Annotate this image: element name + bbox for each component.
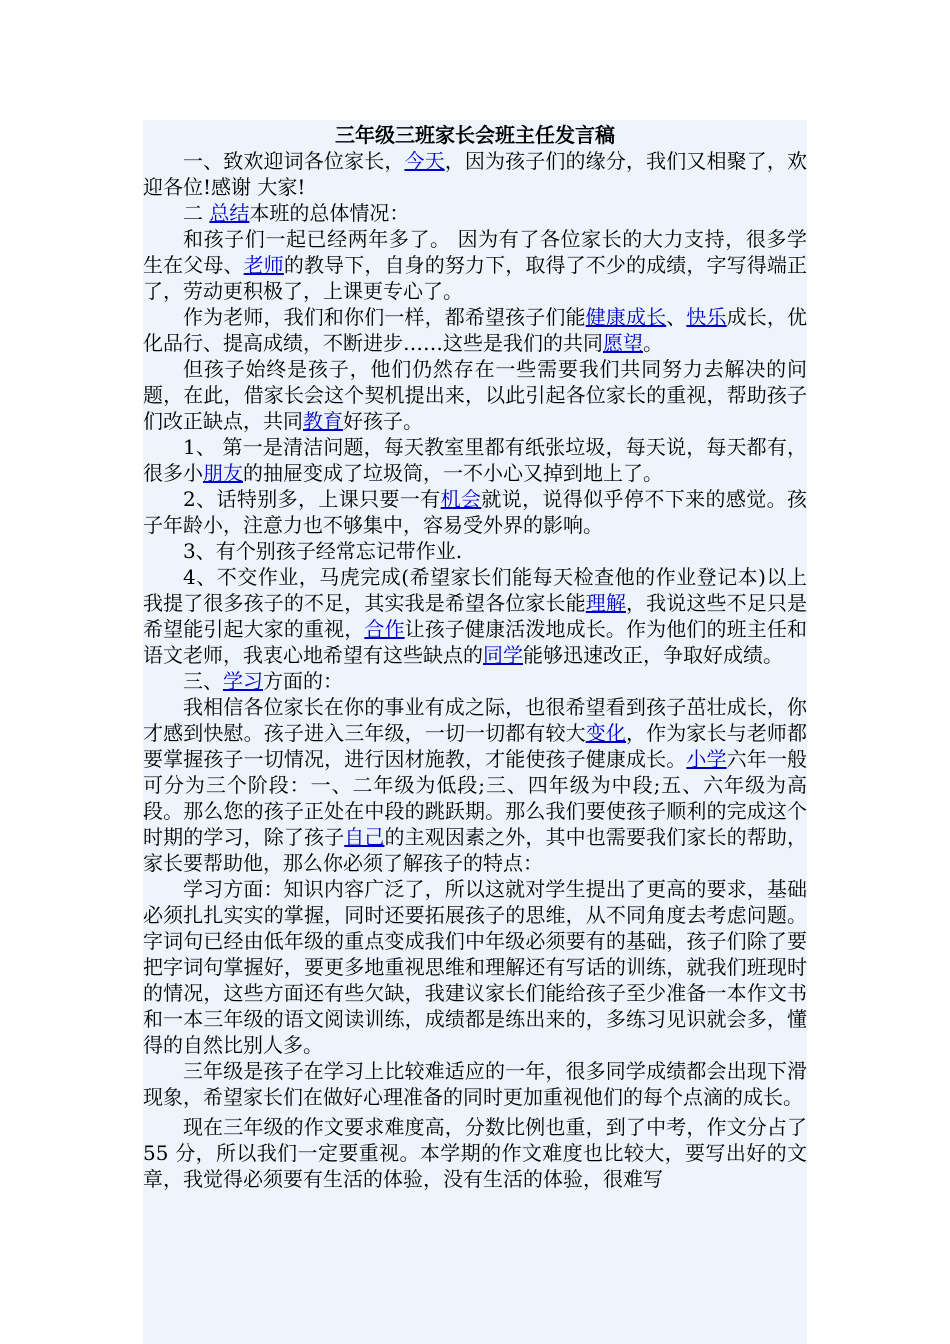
document-page bbox=[143, 120, 807, 1344]
paragraph-text: 方面的： bbox=[263, 669, 343, 693]
paragraph bbox=[143, 1058, 807, 1110]
inline-link[interactable]: 自己 bbox=[344, 825, 385, 849]
inline-link[interactable]: 愿望 bbox=[603, 331, 643, 355]
paragraph bbox=[143, 226, 807, 304]
paragraph-text: 1、 第一是清洁问题，每天教室里都有纸张垃圾，每天说，每天都有，很多小 bbox=[143, 435, 807, 485]
inline-link[interactable]: 健康成长 bbox=[585, 305, 667, 329]
paragraph bbox=[143, 304, 807, 356]
document-body bbox=[143, 148, 807, 1192]
paragraph bbox=[143, 148, 807, 200]
paragraph bbox=[143, 564, 807, 668]
paragraph bbox=[143, 434, 807, 486]
paragraph-text: 2、话特别多，上课只要一有 bbox=[183, 487, 441, 511]
paragraph-text: 六年一般可分为三个阶段：一、二年级为低段;三、四年级为中段;五、六年级为高段。那么您的孩子正处在中段的跳跃期。那么我们要使孩子顺利的完成这个时期的学习，除了孩子 bbox=[143, 747, 807, 849]
document-title: 三年级三班家长会班主任发言稿 bbox=[335, 123, 615, 147]
inline-link[interactable]: 老师 bbox=[243, 253, 284, 277]
paragraph-text: 我相信各位家长在你的事业有成之际，也很希望看到孩子茁壮成长，你才感到快慰。孩子进入三年级，一切一切都有较大 bbox=[143, 695, 807, 745]
paragraph-text: 的抽屉变成了垃圾筒，一不小心又掉到地上了。 bbox=[243, 461, 663, 485]
paragraph bbox=[143, 356, 807, 434]
paragraph-text: 和孩子们一起已经两年多了。 因为有了各位家长的大力支持，很多学生在父母、 bbox=[143, 227, 807, 277]
paragraph bbox=[143, 694, 807, 876]
inline-link[interactable]: 教育 bbox=[303, 409, 343, 433]
paragraph-text: 好孩子。 bbox=[343, 409, 423, 433]
paragraph-text: 的教导下，自身的努力下，取得了不少的成绩，字写得端正了，劳动更积极了，上课更专心了。 bbox=[143, 253, 807, 303]
paragraph-text: 学习方面：知识内容广泛了，所以这就对学生提出了更高的要求，基础必须扎扎实实的掌握，同时还要拓展孩子的思维，从不同角度去考虑问题。字词句已经由低年级的重点变成我们中年级必须要有的基础，孩子们除了要把字词句掌握好，要更多地重视思维和理解还有写话的训练，就我们班现时的情况，这些方面还有些欠缺，我建议家长们能给孩子至少准备一本作文书和一本三年级的语文阅读训练，成绩都是练出来的，多练习见识就会多，懂得的自然比别人多。 bbox=[143, 877, 807, 1057]
paragraph-text: ，作为家长与老师都要掌握孩子一切情况，进行因材施教，才能使孩子健康成长。 bbox=[143, 721, 807, 771]
paragraph-text: 一、致欢迎词各位家长， bbox=[183, 149, 405, 173]
inline-link[interactable]: 学习 bbox=[223, 669, 263, 693]
paragraph-text: ，因为孩子们的缘分，我们又相聚了，欢迎各位!感谢 大家! bbox=[143, 149, 808, 199]
inline-link[interactable]: 朋友 bbox=[203, 461, 243, 485]
inline-link[interactable]: 变化 bbox=[585, 721, 626, 745]
paragraph-text: 三年级是孩子在学习上比较难适应的一年，很多同学成绩都会出现下滑现象，希望家长们在做好心理准备的同时更加重视他们的每个点滴的成长。 bbox=[143, 1059, 807, 1109]
paragraph-text: ，我说这些不足只是希望能引起大家的重视， bbox=[143, 591, 807, 641]
paragraph-text: 就说，说得似乎停不下来的感觉。孩子年龄小，注意力也不够集中，容易受外界的影响。 bbox=[143, 487, 808, 537]
paragraph bbox=[143, 1114, 807, 1192]
inline-link[interactable]: 机会 bbox=[440, 487, 482, 511]
inline-link[interactable]: 小学 bbox=[686, 747, 727, 771]
paragraph-text: 但孩子始终是孩子，他们仍然存在一些需要我们共同努力去解决的问题，在此，借家长会这个契机提出来，以此引起各位家长的重视，帮助孩子们改正缺点，共同 bbox=[143, 357, 807, 433]
inline-link[interactable]: 合作 bbox=[364, 617, 405, 641]
paragraph bbox=[143, 486, 807, 538]
inline-link[interactable]: 同学 bbox=[483, 643, 523, 667]
paragraph-text: 三、 bbox=[183, 669, 223, 693]
paragraph-text: 二 bbox=[183, 201, 210, 225]
paragraph-text: 本班的总体情况： bbox=[249, 201, 410, 225]
paragraph-text: 的主观因素之外，其中也需要我们家长的帮助，家长要帮助他，那么你必须了解孩子的特点： bbox=[143, 825, 807, 875]
paragraph-text: 3、有个别孩子经常忘记带作业. bbox=[183, 539, 463, 563]
paragraph bbox=[143, 876, 807, 1058]
paragraph-text: 让孩子健康活泼地成长。作为他们的班主任和语文老师，我衷心地希望有这些缺点的 bbox=[143, 617, 807, 667]
inline-link[interactable]: 今天 bbox=[404, 149, 445, 173]
inline-link[interactable]: 理解 bbox=[585, 591, 626, 615]
paragraph-text: 。 bbox=[643, 331, 663, 355]
paragraph-text: 4、不交作业，马虎完成(希望家长们能每天检查他的作业登记本)以上我提了很多孩子的不足，其实我是希望各位家长能 bbox=[143, 565, 807, 615]
paragraph bbox=[143, 538, 807, 564]
paragraph bbox=[143, 200, 807, 226]
inline-link[interactable]: 快乐 bbox=[686, 305, 727, 329]
paragraph-text: 、 bbox=[666, 305, 687, 329]
paragraph-text: 作为老师，我们和你们一样，都希望孩子们能 bbox=[183, 305, 586, 329]
paragraph-text: 能够迅速改正，争取好成绩。 bbox=[523, 643, 783, 667]
paragraph-text: 现在三年级的作文要求难度高，分数比例也重，到了中考，作文分占了 55 分，所以我们一定要重视。本学期的作文难度也比较大，要写出好的文章，我觉得必须要有生活的体验，没有生活的体验，很难写 bbox=[143, 1115, 807, 1191]
inline-link[interactable]: 总结 bbox=[209, 201, 250, 225]
paragraph bbox=[143, 668, 807, 694]
paragraph-text: 成长，优化品行、提高成绩，不断进步……这些是我们的共同 bbox=[143, 305, 808, 355]
